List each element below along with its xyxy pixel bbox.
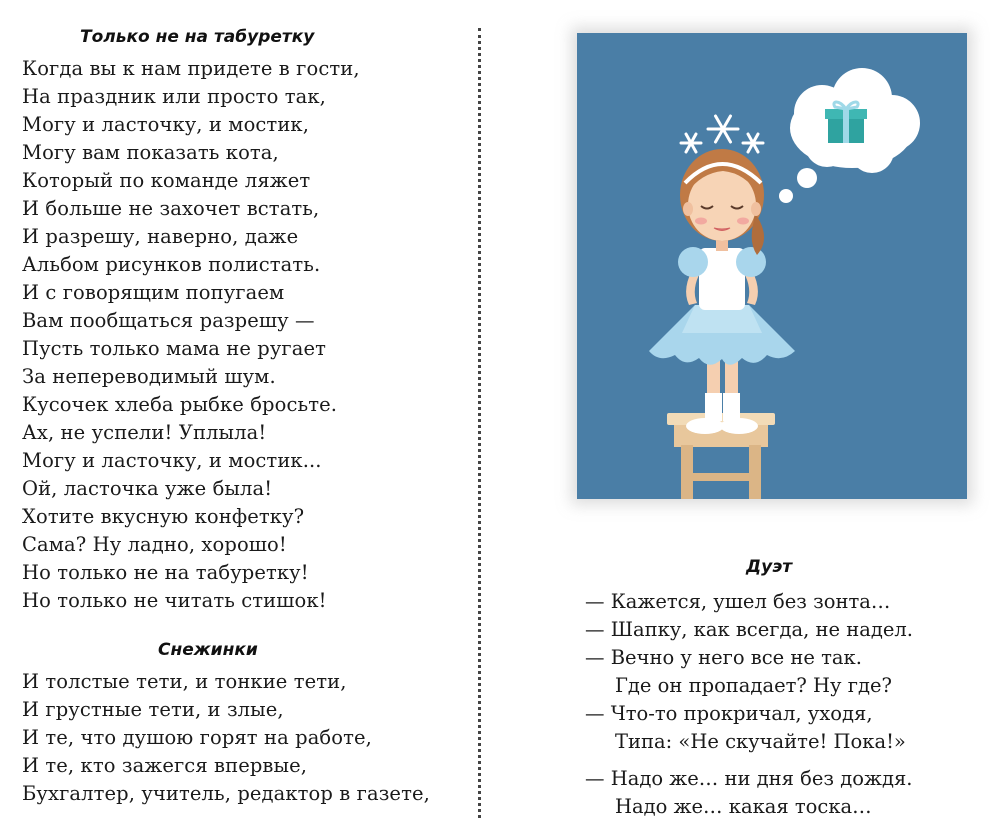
poem-title-duet: Дуэт [746, 557, 793, 577]
poem-line: На праздник или просто так, [22, 85, 326, 108]
poem-line: — Шапку, как всегда, не надел. [585, 618, 914, 641]
poem-line: Хотите вкусную конфетку? [22, 505, 305, 528]
girl-on-stool-illustration [577, 33, 967, 499]
poem-line: И толстые тети, и тонкие тети, [22, 670, 347, 693]
poem-line: Надо же… какая тоска… [615, 795, 872, 818]
poem-line: И с говорящим попугаем [22, 281, 285, 304]
poem-line: За непереводимый шум. [22, 365, 276, 388]
poem-line: Альбом рисунков полистать. [22, 253, 321, 276]
poem-line: Типа: «Не скучайте! Пока!» [615, 730, 906, 753]
column-divider [478, 28, 481, 818]
poem-line: Сама? Ну ладно, хорошо! [22, 533, 287, 556]
poem-line: Где он пропадает? Ну где? [615, 674, 892, 697]
poem-line: Когда вы к нам придете в гости, [22, 57, 360, 80]
poem-line: И разрешу, наверно, даже [22, 225, 299, 248]
poem-line: Но только не на табуретку! [22, 561, 309, 584]
poem-line: — Надо же… ни дня без дождя. [585, 767, 913, 790]
poem-line: Могу и ласточку, и мостик, [22, 113, 309, 136]
poem-line: Но только не читать стишок! [22, 589, 327, 612]
poem-line: Ой, ласточка уже была! [22, 477, 273, 500]
poem-line: И те, кто зажегся впервые, [22, 754, 308, 777]
poem-line: Могу вам показать кота, [22, 141, 279, 164]
illustration [577, 33, 967, 499]
poem-line: Кусочек хлеба рыбке бросьте. [22, 393, 338, 416]
poem-taburetka [22, 55, 360, 615]
snowflake-crown-icon [681, 116, 763, 152]
poem-line: Могу и ласточку, и мостик... [22, 449, 322, 472]
poem-line: — Вечно у него все не так. [585, 646, 862, 669]
poem-line: — Кажется, ушел без зонта… [585, 590, 891, 613]
right-column [488, 0, 999, 818]
poem-line: И те, что душою горят на работе, [22, 726, 372, 749]
poem-line: — Что-то прокричал, уходя, [585, 702, 873, 725]
poem-line: Вам пообщаться разрешу — [22, 309, 315, 332]
poem-line: Ах, не успели! Уплыла! [22, 421, 267, 444]
poem-line: И больше не захочет встать, [22, 197, 320, 220]
poem-line: Бухгалтер, учитель, редактор в газете, [22, 782, 430, 805]
left-column [0, 0, 470, 811]
girl-icon [649, 149, 795, 434]
poem-line: И грустные тети, и злые, [22, 698, 284, 721]
poem-line: Пусть только мама не ругает [22, 337, 327, 360]
poem-duet [585, 588, 913, 821]
poem-title-taburetka: Только не на табуретку [80, 27, 315, 47]
poem-title-snezhinki: Снежинки [158, 640, 258, 660]
poem-line: Который по команде ляжет [22, 169, 311, 192]
poem-snezhinki [22, 668, 430, 808]
